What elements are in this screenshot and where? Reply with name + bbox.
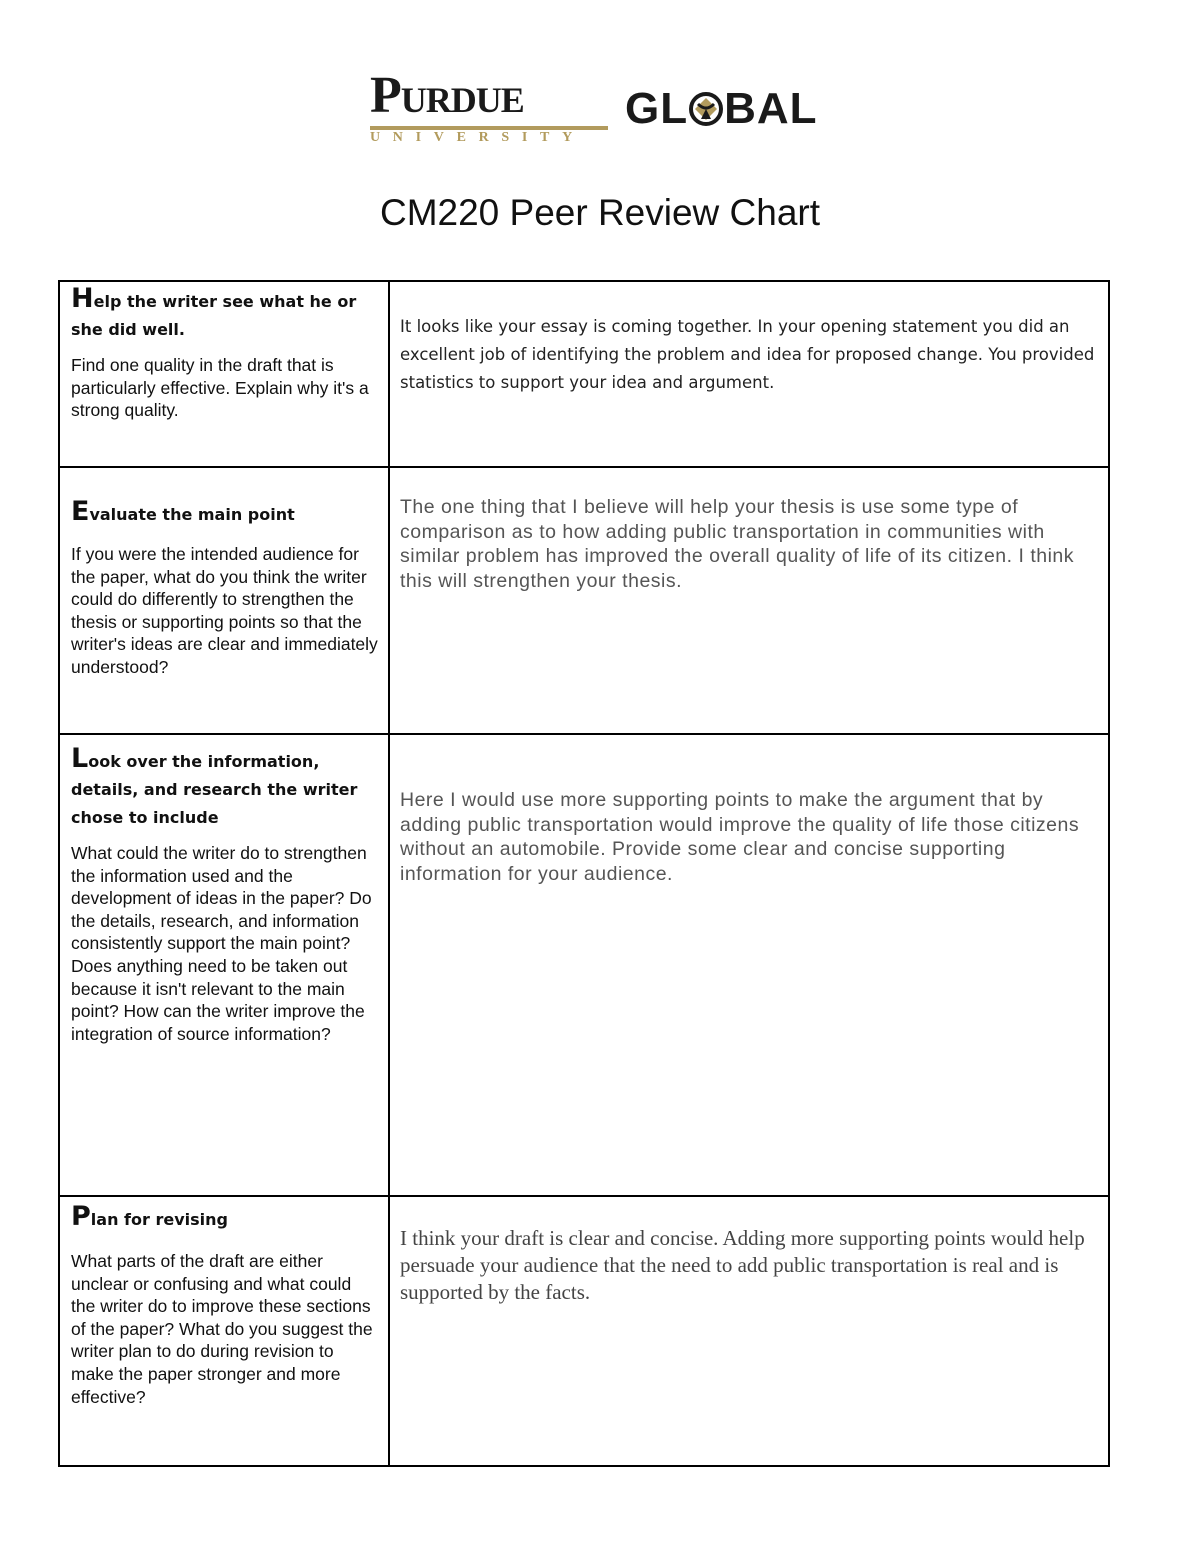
table-row-look (59, 734, 1109, 1196)
answer-cell (389, 467, 1109, 734)
prompt-cell (59, 281, 389, 467)
answer-text: Here I would use more supporting points to make the argument that by adding public transportation would improve the quality of life those citizens without an automobile. Provide some clear and concise supporting information for your audience. (400, 789, 1080, 885)
table-row-help (59, 281, 1109, 467)
heading-initial: H (71, 283, 94, 314)
prompt-text: What could the writer do to strengthen the information used and the development of ideas in the paper? Do the details, research, and information consistently support the main point? Does anything need to be taken out because it isn't relevant to the main point? How can the writer improve the integration of source information? (71, 843, 372, 1044)
prompt-text: If you were the intended audience for the paper, what do you think the writer could do differently to strengthen the thesis or supporting points so that the writer's ideas are clear and immediately understood? (71, 544, 378, 677)
logo-global-left: GL (625, 84, 689, 133)
row-heading (71, 745, 378, 832)
heading-text: ook over the information, details, and research the writer chose to include (71, 752, 358, 827)
prompt-text: What parts of the draft are either unclear or confusing and what could the writer do to improve these sections of the paper? What do you suggest the writer plan to do during revision to make the paper stronger and more effective? (71, 1251, 373, 1407)
answer-text: It looks like your essay is coming together. In your opening statement you did an excellent job of identifying the problem and idea for proposed change. You provided statistics to support your idea and argument. (400, 317, 1095, 392)
prompt-cell (59, 467, 389, 734)
answer-cell (389, 1196, 1109, 1466)
logo-wordmark-purdue: Purdue (370, 67, 524, 124)
prompt-cell (59, 1196, 389, 1466)
prompt-text: Find one quality in the draft that is particularly effective. Explain why it's a strong quality. (71, 355, 369, 421)
row-heading (71, 498, 378, 529)
table-row-evaluate (59, 467, 1109, 734)
purdue-global-logo (370, 66, 840, 150)
answer-cell (389, 281, 1109, 467)
heading-text: lan for revising (90, 1210, 228, 1229)
logo-global-right: BAL (724, 84, 818, 133)
peer-review-table (58, 280, 1110, 1467)
page-title: CM220 Peer Review Chart (379, 192, 821, 233)
heading-initial: L (71, 743, 89, 774)
prompt-cell (59, 734, 389, 1196)
globe-icon (689, 92, 723, 126)
answer-text: I think your draft is clear and concise. Adding more supporting points would help persuade your audience that the need to add public transportation is real and is supported by the facts. (400, 1226, 1085, 1304)
row-heading (71, 285, 378, 344)
heading-initial: E (71, 496, 90, 527)
heading-text: valuate the main point (89, 505, 295, 524)
answer-cell (389, 734, 1109, 1196)
logo-wordmark-global (625, 84, 818, 134)
heading-initial: P (71, 1201, 91, 1232)
row-heading (71, 1203, 378, 1234)
heading-text: elp the writer see what he or she did well. (71, 292, 357, 339)
logo-wordmark-university: UNIVERSITY (370, 130, 585, 145)
table-row-plan (59, 1196, 1109, 1466)
answer-text: The one thing that I believe will help your thesis is use some type of comparison as to how adding public transportation in communities with similar problem has improved the overall quality of life of its citizen. I think this will strengthen your thesis. (400, 496, 1075, 592)
